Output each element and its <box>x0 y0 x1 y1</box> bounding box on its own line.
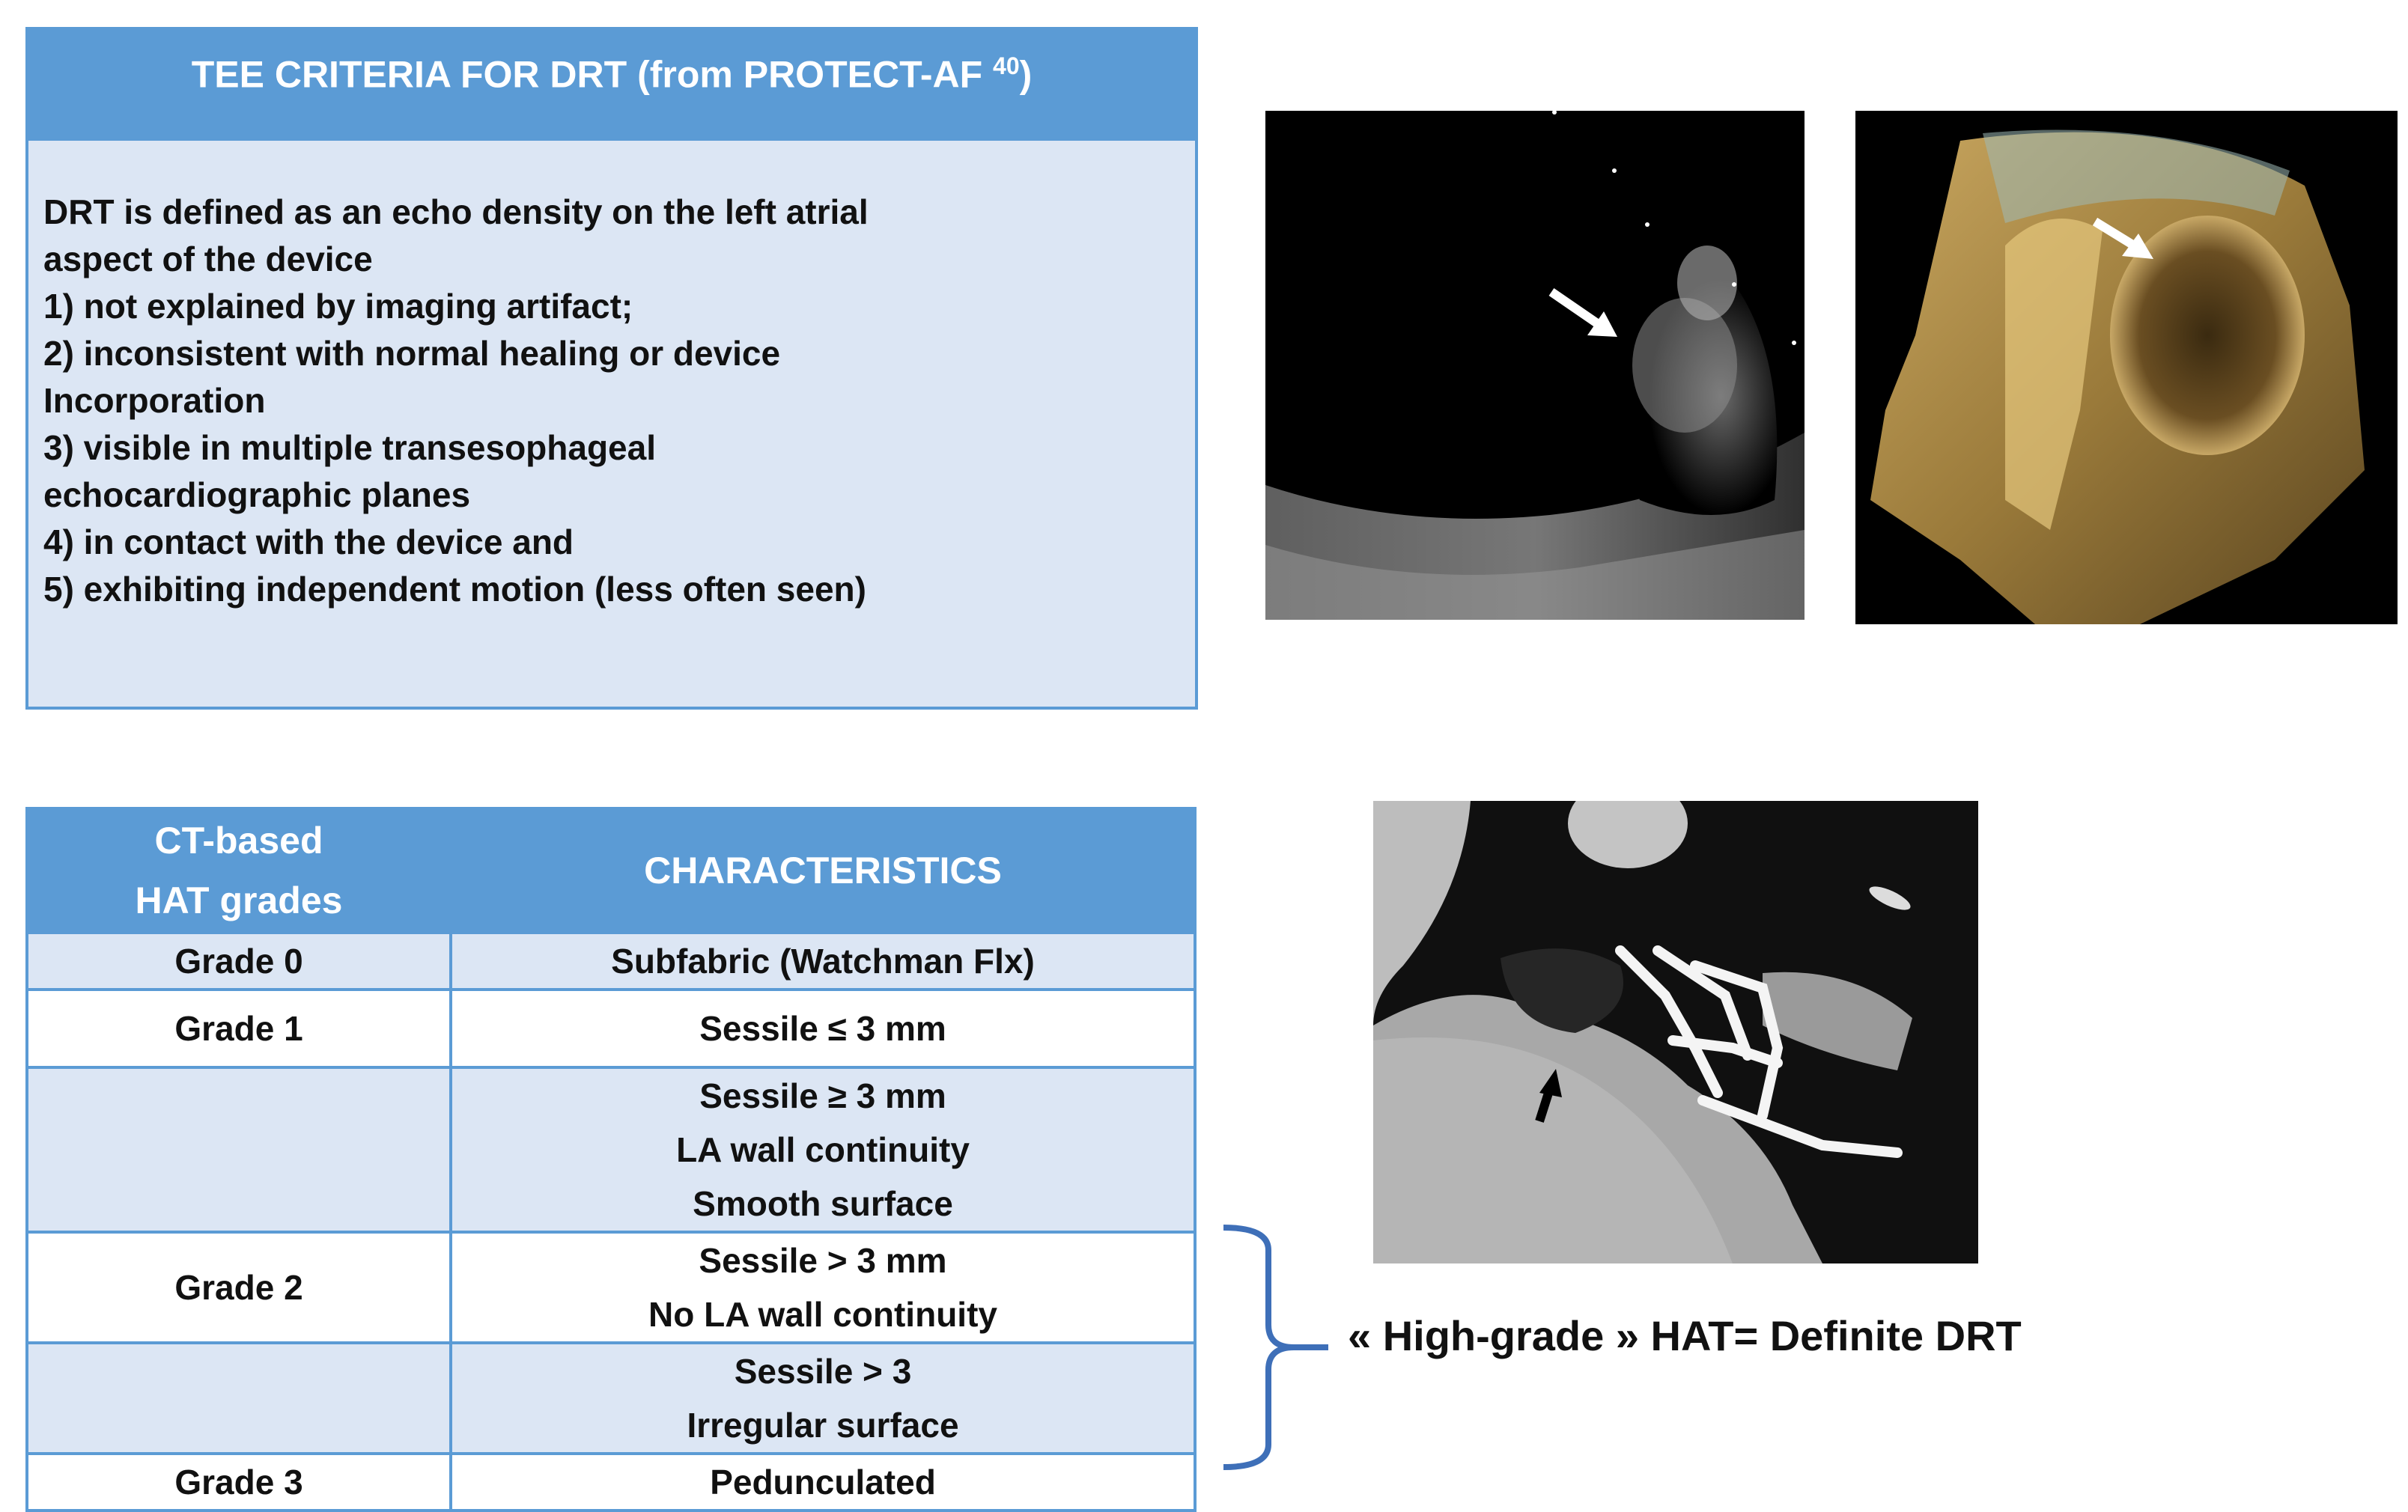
tee-2d-echo-image <box>1265 111 1805 620</box>
tee-line: DRT is defined as an echo density on the left atrial <box>43 192 869 231</box>
tee-criteria-box <box>25 27 1198 710</box>
tee-line: 5) exhibiting independent motion (less often seen) <box>43 570 866 609</box>
characteristic-line: LA wall continuity <box>676 1130 970 1169</box>
tee-3d-echo-image <box>1855 111 2398 624</box>
tee-title-reference: 40 <box>993 52 1020 79</box>
column-header-grades <box>27 808 451 933</box>
hat-grades-table <box>25 807 1197 1502</box>
grade-cell <box>27 1343 451 1454</box>
echo-3d-graphic <box>1855 111 2398 624</box>
characteristics-cell <box>451 1343 1195 1454</box>
characteristics-cell <box>451 1454 1195 1511</box>
tee-line: 1) not explained by imaging artifact; <box>43 287 633 326</box>
grade-cell <box>27 1067 451 1232</box>
tee-line: Incorporation <box>43 381 266 420</box>
tee-line: 3) visible in multiple transesophageal <box>43 428 657 467</box>
tee-line: aspect of the device <box>43 240 373 278</box>
curly-bracket <box>1219 1220 1331 1475</box>
tee-line: echocardiographic planes <box>43 475 471 514</box>
grade-cell: Grade 2 <box>27 1232 451 1343</box>
characteristic-line: No LA wall continuity <box>648 1295 997 1334</box>
table-row <box>27 1343 1195 1454</box>
tee-criteria-title <box>28 30 1195 141</box>
high-grade-hat-label: « High-grade » HAT= Definite DRT <box>1348 1312 2022 1359</box>
table-header-row <box>27 808 1195 933</box>
echo-2d-graphic <box>1265 111 1805 620</box>
tee-title-text: TEE CRITERIA FOR DRT (from PROTECT-AF <box>191 53 994 96</box>
table-row <box>27 933 1195 990</box>
characteristics-cell <box>451 1232 1195 1343</box>
tee-line: 4) in contact with the device and <box>43 522 574 561</box>
characteristics-cell <box>451 933 1195 990</box>
tee-criteria-text <box>43 189 1180 613</box>
characteristic-line: Smooth surface <box>693 1184 953 1223</box>
table-row <box>27 1067 1195 1232</box>
tee-title-close: ) <box>1019 53 1033 96</box>
characteristic-line: Irregular surface <box>687 1406 959 1445</box>
tee-line: 2) inconsistent with normal healing or device <box>43 334 781 373</box>
column-header-characteristics: CHARACTERISTICS <box>451 808 1195 933</box>
characteristic-line: Sessile ≥ 3 mm <box>699 1076 946 1115</box>
header-line: CT-based <box>154 820 323 862</box>
characteristic-line: Subfabric (Watchman Flx) <box>611 942 1035 981</box>
table-row <box>27 1454 1195 1511</box>
ct-scan-image <box>1373 801 1978 1263</box>
characteristic-line: Sessile > 3 <box>734 1352 912 1391</box>
table-row <box>27 990 1195 1067</box>
grade-cell: Grade 0 <box>27 933 451 990</box>
header-line: HAT grades <box>135 880 343 921</box>
characteristic-line: Sessile > 3 mm <box>699 1241 947 1280</box>
characteristic-line: Pedunculated <box>710 1463 936 1502</box>
grade-cell: Grade 1 <box>27 990 451 1067</box>
grade-cell: Grade 3 <box>27 1454 451 1511</box>
characteristics-cell <box>451 990 1195 1067</box>
table-row <box>27 1232 1195 1343</box>
ct-graphic <box>1373 801 1978 1263</box>
characteristics-cell <box>451 1067 1195 1232</box>
characteristic-line: Sessile ≤ 3 mm <box>699 1009 946 1048</box>
